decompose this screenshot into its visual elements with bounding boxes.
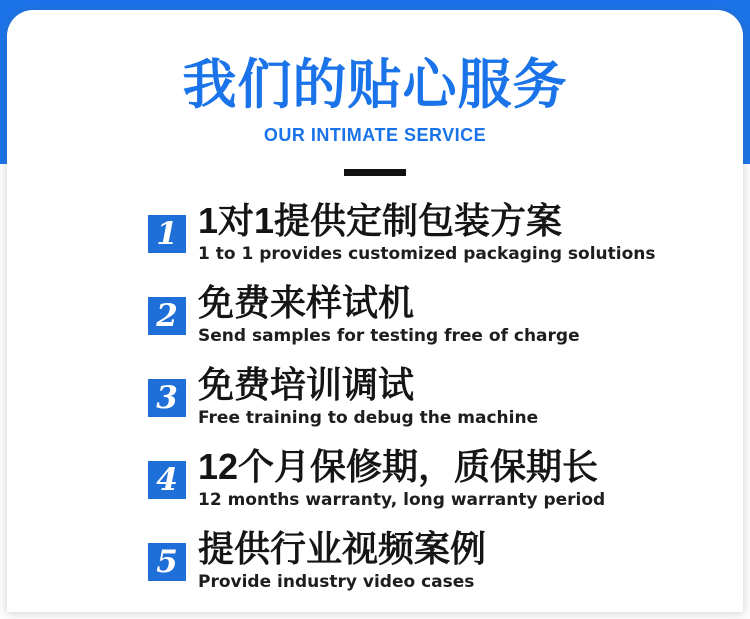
title-divider bbox=[344, 169, 406, 176]
service-subtitle: 1 to 1 provides customized packaging solutions bbox=[198, 244, 656, 265]
service-text bbox=[198, 200, 656, 265]
page-subtitle: OUR INTIMATE SERVICE bbox=[263, 125, 487, 146]
service-subtitle: Send samples for testing free of charge bbox=[198, 326, 580, 347]
service-item-4 bbox=[148, 446, 743, 511]
service-title: 免费培训调试 bbox=[198, 364, 415, 406]
service-number-badge: 3 bbox=[148, 379, 186, 417]
service-item-2 bbox=[148, 282, 743, 347]
service-number-badge: 2 bbox=[148, 297, 186, 335]
content-card bbox=[7, 10, 743, 612]
service-number-badge: 4 bbox=[148, 461, 186, 499]
service-subtitle: Provide industry video cases bbox=[198, 572, 475, 593]
service-title: 1对1提供定制包装方案 bbox=[198, 200, 563, 242]
service-list bbox=[148, 200, 743, 593]
service-item-5 bbox=[148, 528, 743, 593]
page-title: 我们的贴心服务 bbox=[182, 55, 568, 115]
service-number-badge: 5 bbox=[148, 543, 186, 581]
service-item-1 bbox=[148, 200, 743, 265]
service-title: 12个月保修期，质保期长 bbox=[198, 446, 599, 488]
service-text bbox=[198, 446, 605, 511]
service-number-badge: 1 bbox=[148, 215, 186, 253]
service-text bbox=[198, 528, 486, 593]
service-title: 免费来样试机 bbox=[198, 282, 415, 324]
service-text bbox=[198, 364, 538, 429]
service-subtitle: 12 months warranty, long warranty period bbox=[198, 490, 606, 511]
service-subtitle: Free training to debug the machine bbox=[198, 408, 539, 429]
card-header bbox=[7, 10, 743, 176]
service-title: 提供行业视频案例 bbox=[198, 528, 487, 570]
service-item-3 bbox=[148, 364, 743, 429]
service-text bbox=[198, 282, 580, 347]
